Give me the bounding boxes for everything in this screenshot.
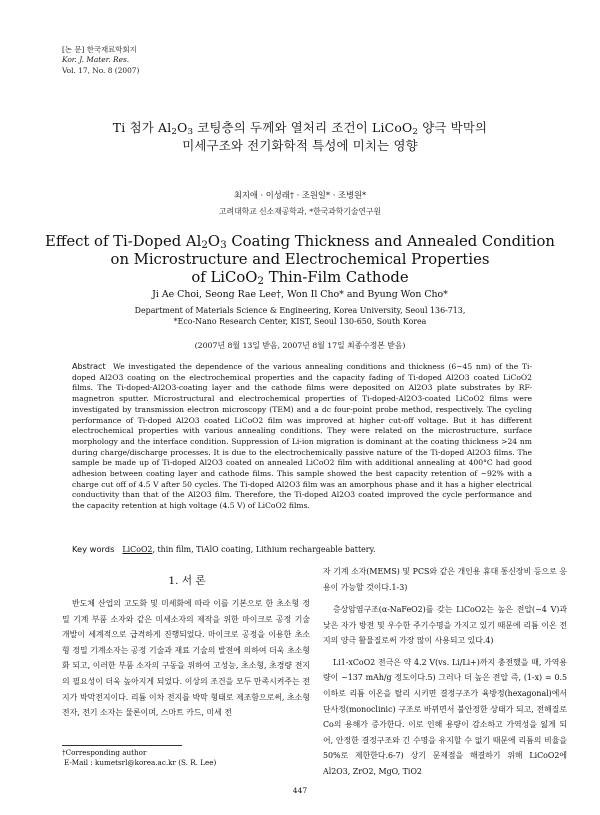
section-heading: 1. 서 론 — [168, 575, 206, 587]
body-right-column — [323, 596, 567, 780]
body-left-column: 반도체 산업의 고도화 및 미세화에 따라 이를 기본으로 한 초소형 정밀 기계 부품 소자와 같은 미세소자의 제작을 위한 마이크로 공정 기술 개발이 세계적으로 급격하게 진행되었다. 마이크로 공정을 이용한 초소형 정밀 기계소자는 공정 기술과 재료 기술의 발전에 의하여 더욱 초소형화 되고, 이러한 부품 소자의 구동을 위하여 고성능, 초소형, 초경량 전지의 필요성이 더욱 높아지게 되었다. 이상의 조건을 모두 만족시켜주는 전지가 박막전지이다. 리튬 이차 전지를 박막 형태로 제조함으로써, 초소형 전자, 전기 소자는 물론이며, 스마트 카드, 미세 전 — [62, 599, 310, 718]
title-en-line1: Effect of Ti-Doped $Al_2O_3$ Coating Thickness and Annealed Condition — [45, 233, 555, 251]
paragraph-layered-structure: 층상암염구조(α-NaFeO2)를 갖는 LiCoO2는 높은 전압(~4 V)과 낮은 자가 방전 및 우수한 주기수명을 가지고 있기 때문에 리튬 이온 전지의 양극 활물질로써 가장 많이 사용되고 있다.4) — [323, 605, 567, 646]
affiliation-en: Department of Materials Science & Engineering, Korea University, Seoul 136-713, *Eco-Nano Research Center, KIST, Seoul 130-650, South Korea — [134, 306, 466, 326]
title-en-line2: on Microstructure and Electrochemical Properties — [110, 251, 490, 268]
author-email: E-Mail : kumetsrl@korea.ac.kr (S. R. Lee) — [64, 758, 217, 767]
keywords — [72, 544, 376, 554]
title-en-line3: of LiCoO$_2$ Thin-Film Cathode — [191, 269, 409, 287]
journal-header — [62, 45, 139, 76]
title-kr-line2: 미세구조와 전기화학적 특성에 미치는 영향 — [182, 138, 418, 153]
authors-en: Ji Ae Choi, Seong Rae Lee†, Won Il Cho* and Byung Won Cho* — [152, 289, 448, 300]
keywords-label: Key words — [72, 544, 115, 554]
journal-volume: Vol. 17, No. 8 (2007) — [62, 65, 140, 75]
journal-name-en: Kor. J. Mater. Res. — [62, 55, 130, 65]
abstract-label: Abstract — [72, 362, 106, 371]
paragraph-delithiation: Li1-xCoO2 전극은 약 4.2 V(vs. Li/Li+)까지 충전했을 때, 가역용량이 ~137 mAh/g 정도이다.5) 그러나 더 높은 전압 즉, (1-x) = 0.5 이하로 리튬 이온을 탈리 시키면 결정구조가 육방정(hexagonal)에서 단사정(monoclinic) 구조로 바뀌면서 불안정한 상태가 되고, 전해질로 Co의 용해가 증가한다. 이로 인해 용량이 감소하고 가역성을 잃게 되어, 안정한 결정구조와 긴 수명을 유지할 수 없기 때문에 리튬의 비율을 50%로 제한한다.6-7) 상기 문제점을 해결하기 위해 LiCoO2에 Al2O3, ZrO2, MgO, TiO2 — [323, 657, 567, 776]
keyword-first: LiCoO2 — [122, 545, 153, 554]
authors-kr: 최지애 · 이성래† · 조원일* · 조병원* — [233, 190, 367, 200]
abstract-text: We investigated the dependence of the various annealing conditions and thickness (6~45 nm) of the Ti-doped Al2O3 coating on the electrochemical properties and the capacity fading of Ti-doped Al2O3 coated LiCoO2 films. The Ti-doped-Al2O3-coating layer and the cathode films were deposited on Al2O3 plate substrates by RF-magnetron sputter. Microstructural and electrochemical properties of Ti-doped-Al2O3-coated LiCoO2 films were investigated by transmission electron microscopy (TEM) and a dc four-point probe method, respectively. The cycling performance of Ti-doped Al2O3 coated LiCoO2 film was improved at higher cut-off voltage. But it has different electrochemical properties with various annealing conditions. They were related on the microstructure, surface morphology and the interface condition. Suppression of Li-ion migration is dominant at the coating thickness >24 nm during charge/discharge processes. It is due to the electrochemically passive nature of the Ti-doped Al2O3 films. The sample be made up of Ti-doped Al2O3 coated on annealed LiCoO2 film with additional annealing at 400°C had good adhesion between coating layer and cathode films. This sample showed the best capacity retention of ~92% with a charge cut off of 4.5 V after 50 cycles. The Ti-doped Al2O3 film was an amorphous phase and it has a higher electrical conductivity than that of the Al2O3 film. Therefore, the Ti-doped Al2O3 coated improved the cycle performance and the capacity retention at high voltage (4.5 V) of LiCoO2 films. — [72, 362, 533, 511]
corresponding-author: †Corresponding author — [62, 748, 147, 757]
abstract — [72, 362, 532, 512]
body-right-continuation: 자 기계 소자(MEMS) 및 PCS와 같은 개인용 휴대 통신장비 등으로 응용이 가능할 것이다.1-3) — [323, 567, 567, 592]
keywords-rest: , thin film, TiAlO coating, Lithium rechargeable battery. — [152, 545, 376, 554]
received-dates: (2007년 8월 13일 받음, 2007년 8월 17일 최종수정본 받음) — [194, 341, 406, 350]
page-number: 447 — [292, 786, 308, 795]
title-kr-line1: Ti 첨가 $Al_2O_3$ 코팅층의 두께와 열처리 조건이 LiCoO$_2$ 양극 박막의 — [112, 120, 488, 137]
footnote-divider — [62, 745, 182, 746]
journal-name-kr: [논 문] 한국재료학회지 — [62, 45, 137, 54]
affiliation-kr: 고려대학교 신소재공학과, *한국과학기술연구원 — [219, 207, 381, 216]
footnote — [62, 748, 216, 768]
